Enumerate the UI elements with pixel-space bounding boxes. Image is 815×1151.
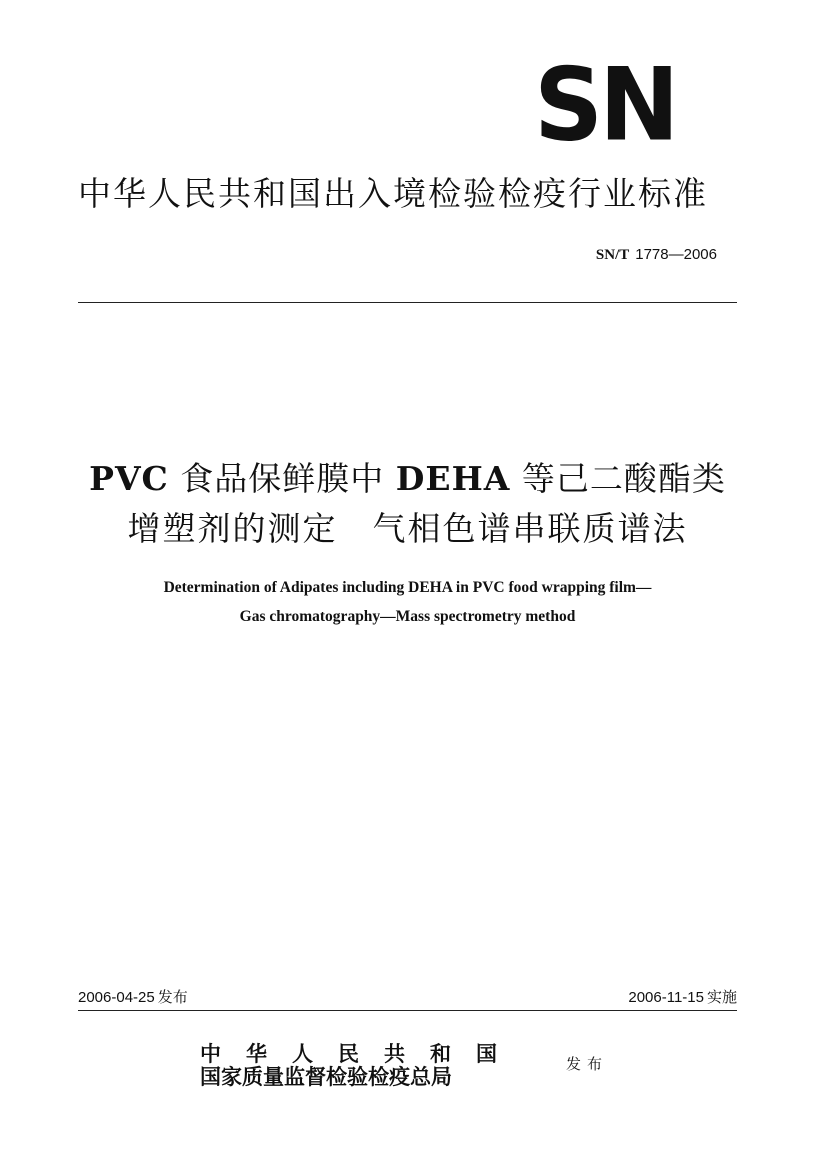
publish-date-label: 发布 — [157, 988, 188, 1006]
issuer-line-1: 中华人民共和国 — [200, 1041, 522, 1066]
footer-divider — [78, 1010, 737, 1011]
title-pvc: PVC — [89, 459, 169, 498]
publish-date-value: 2006-04-25 — [78, 989, 155, 1006]
standard-number — [596, 244, 717, 265]
issuer-line-2: 国家质量监督检验检疫总局 — [200, 1064, 452, 1089]
publish-date — [78, 987, 188, 1008]
chinese-title-line-2: 增塑剂的测定 气相色谱串联质谱法 — [127, 509, 688, 548]
english-title-line-2: Gas chromatography—Mass spectrometry method — [239, 608, 576, 625]
standard-number-value: 1778—2006 — [635, 246, 717, 263]
issue-label: 发布 — [566, 1055, 609, 1073]
effective-date-value: 2006-11-15 — [628, 989, 704, 1006]
title-cn-segment-2: 等己二酸酯类 — [510, 459, 726, 498]
standard-code: SN/T — [595, 247, 630, 263]
sn-logo: SN — [534, 46, 676, 164]
effective-date — [628, 987, 737, 1008]
title-deha: DEHA — [395, 459, 511, 498]
chinese-title-line-1 — [40, 456, 775, 502]
header-divider — [78, 302, 737, 303]
title-cn-segment-1: 食品保鲜膜中 — [168, 459, 396, 498]
english-title-line-1: Determination of Adipates including DEHA in PVC food wrapping film— — [163, 579, 652, 596]
effective-date-label: 实施 — [706, 988, 737, 1006]
issuing-sector-title: 中华人民共和国出入境检验检疫行业标准 — [78, 174, 708, 213]
